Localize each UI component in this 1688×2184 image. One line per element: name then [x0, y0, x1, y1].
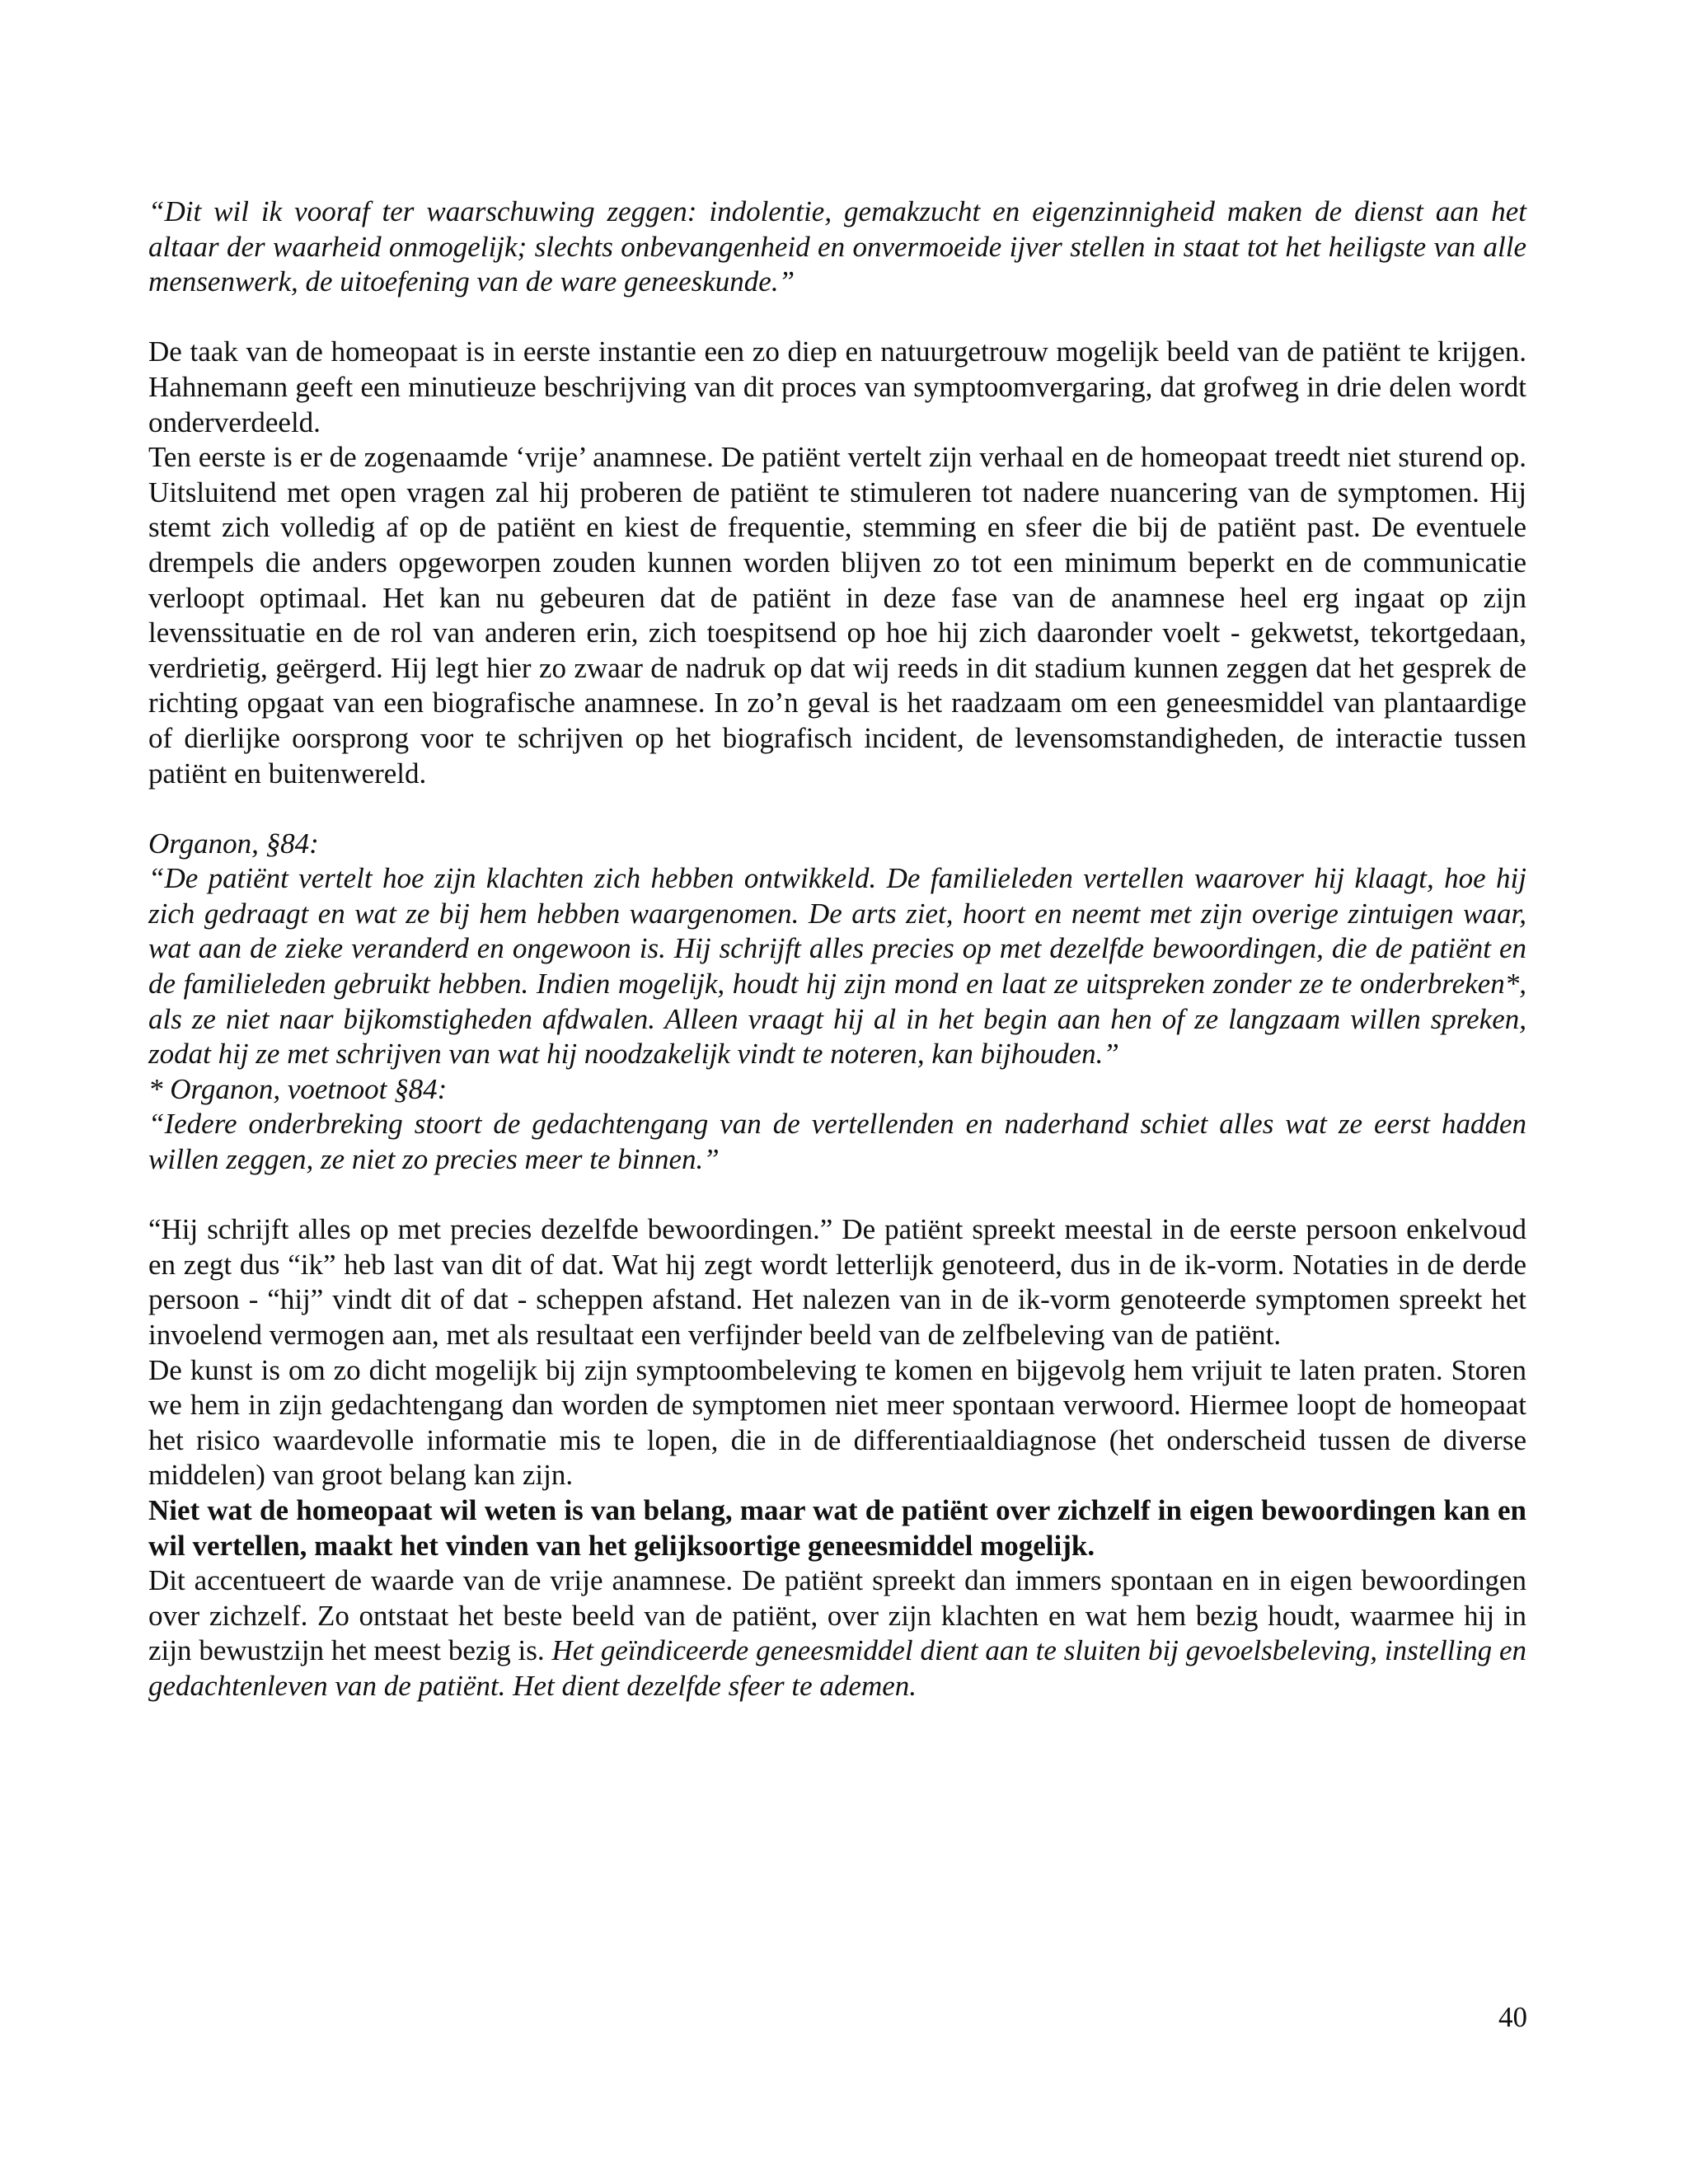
paragraph-free-anamnesis: Ten eerste is er de zogenaamde ‘vrije’ anamnese. De patiënt vertelt zijn verhaal en de homeopaat treedt niet sturend op. Uitsluitend met open vragen zal hij proberen de patiënt te stimuleren tot nadere nuancering van de symptomen. Hij stemt zich volledig af op de patiënt en kiest de frequentie, stemming en sfeer die bij de patiënt past. De eventuele drempels die anders opgeworpen zouden kunnen worden blijven zo tot een minimum beperkt en de communicatie verloopt optimaal. Het kan nu gebeuren dat de patiënt in deze fase van de anamnese heel erg ingaat op zijn levenssituatie en de rol van anderen erin, zich toespitsend op hoe hij zich daaronder voelt - gekwetst, tekortgedaan, verdrietig, geërgerd. Hij legt hier zo zwaar de nadruk op dat wij reeds in dit stadium kunnen zeggen dat het gesprek de richting opgaat van een biografische anamnese. In zo’n geval is het raadzaam om een geneesmiddel van plantaardige of dierlijke oorsprong voor te schrijven op het biografisch incident, de levensomstandigheden, de interactie tussen patiënt en buitenwereld. [148, 441, 1526, 790]
spacer [148, 1178, 1526, 1213]
footnote-quote: “Iedere onderbreking stoort de gedachtengang van de vertellenden en naderhand schiet alles wat ze eerst hadden willen zeggen, ze niet zo precies meer te binnen.” [148, 1108, 1526, 1176]
spacer [148, 791, 1526, 827]
paragraph-emphasis: Niet wat de homeopaat wil weten is van belang, maar wat de patiënt over zichzelf in eigen bewoordingen kan en wil vertellen, maakt het vinden van het gelijksoortige geneesmiddel mogelijk. [148, 1493, 1526, 1562]
footnote-reference: * Organon, voetnoot §84: [148, 1072, 448, 1105]
page-number: 40 [1498, 2001, 1527, 2033]
page-content [148, 194, 1526, 1704]
paragraph-accent-italic: Het geïndiceerde geneesmiddel dient aan te sluiten bij gevoelsbeleving, instelling en gedachtenleven van de patiënt. Het dient dezelfde sfeer te ademen. [148, 1634, 1527, 1702]
paragraph-accent [148, 1563, 1526, 1704]
organon-quote: “De patiënt vertelt hoe zijn klachten zich hebben ontwikkeld. De familieleden vertellen waarover hij klaagt, hoe hij zich gedraagt en wat ze bij hem hebben waargenomen. De arts ziet, hoort en neemt met zijn overige zintuigen waar, wat aan de zieke veranderd en ongewoon is. Hij schrijft alles precies op met dezelfde bewoordingen, die de patiënt en de familieleden gebruikt hebben. Indien mogelijk, houdt hij zijn mond en laat ze uitspreken zonder ze te onderbreken*, als ze niet naar bijkomstigheden afdwalen. Alleen vraagt hij al in het begin aan hen of ze langzaam willen spreken, zodat hij ze met schrijven van wat hij noodzakelijk vindt te noteren, kan bijhouden.” [148, 862, 1526, 1071]
paragraph-the-art: De kunst is om zo dicht mogelijk bij zijn symptoombeleving te komen en bijgevolg hem vrijuit te laten praten. Storen we hem in zijn gedachtengang dan worden de symptomen niet meer spontaan verwoord. Hiermee loopt de homeopaat het risico waardevolle informatie mis te lopen, die in de differentiaaldiagnose (het onderscheid tussen de diverse middelen) van groot belang kan zijn. [148, 1353, 1526, 1492]
intro-quote: “Dit wil ik vooraf ter waarschuwing zeggen: indolentie, gemakzucht en eigenzinnigheid maken de dienst aan het altaar der waarheid onmogelijk; slechts onbevangenheid en onvermoeide ijver stellen in staat tot het heiligste van alle mensenwerk, de uitoefening van de ware geneeskunde.” [148, 195, 1526, 298]
paragraph-task: De taak van de homeopaat is in eerste instantie een zo diep en natuurgetrouw mogelijk beeld van de patiënt te krijgen. Hahnemann geeft een minutieuze beschrijving van dit proces van symptoomvergaring, dat grofweg in drie delen wordt onderverdeeld. [148, 335, 1526, 438]
paragraph-accent-regular: Dit accentueert de waarde van de vrije anamnese. De patiënt spreekt dan immers spontaan en in eigen bewoordingen over zichzelf. Zo ontstaat het beste beeld van de patiënt, over zijn klachten en wat hem bezig houdt, waarmee hij in zijn bewustzijn het meest bezig is. [148, 1564, 1526, 1667]
spacer [148, 300, 1526, 335]
paragraph-same-wording: “Hij schrijft alles op met precies dezelfde bewoordingen.” De patiënt spreekt meestal in de eerste persoon enkelvoud en zegt dus “ik” heb last van dit of dat. Wat hij zegt wordt letterlijk genoteerd, dus in de ik-vorm. Notaties in de derde persoon - “hij” vindt dit of dat - scheppen afstand. Het nalezen van in de ik-vorm genoteerde symptomen spreekt het invoelend vermogen aan, met als resultaat een verfijnder beeld van de zelfbeleving van de patiënt. [148, 1213, 1526, 1351]
organon-reference: Organon, §84: [148, 827, 319, 860]
